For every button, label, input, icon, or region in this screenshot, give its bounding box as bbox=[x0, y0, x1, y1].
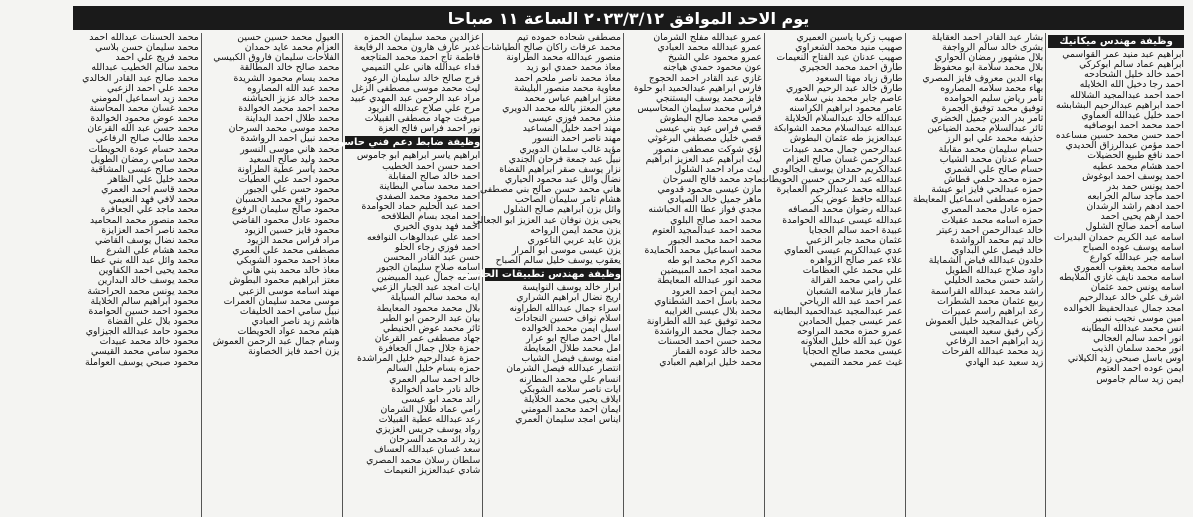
name-entry: حمزه عادل محمد المصري bbox=[941, 204, 1044, 216]
name-entry: محمد فريج علي احمد bbox=[115, 52, 199, 64]
section-title: وظيفة مهندس ميكانيك bbox=[1048, 35, 1184, 48]
name-entry: تامر رياض سليم الحوامده bbox=[944, 92, 1044, 104]
names-column bbox=[201, 33, 342, 517]
name-entry: راشد حسن محمد الخليلي bbox=[944, 275, 1044, 287]
name-entry: هاني محمد حسن صالح بني مصطفى bbox=[479, 184, 621, 196]
name-entry: عمر احمد عبد الله الرياحي bbox=[799, 295, 903, 307]
name-entry: نزار يوسف صقر ابراهيم القضاة bbox=[499, 163, 621, 175]
name-entry: بهاء الدين معروف فايز المصري bbox=[922, 72, 1044, 84]
name-entry: اسيل ايمن محمد الخوالده bbox=[521, 322, 621, 334]
name-entry: اسامه احمد صالح الشلول bbox=[1085, 221, 1184, 233]
name-entry: بشرى خالد سالم الرواجفة bbox=[942, 42, 1044, 54]
name-entry: احمد احمد عبدالمجيد الشلالله bbox=[1070, 89, 1184, 101]
name-entry: عمرو حمزه محمد المراوحه bbox=[797, 326, 903, 338]
name-entry: معتز ابراهيم محمود البطوش bbox=[229, 275, 340, 287]
name-entry: بيان عبد الرحمن ابو الطبر bbox=[380, 312, 481, 324]
name-entry: اسامه صلاح سليمان الجبور bbox=[376, 261, 481, 273]
name-entry: طارق زياد مهنا السعود bbox=[815, 72, 903, 84]
name-entry: احمد يوسف احمد ابوغوش bbox=[1082, 170, 1184, 182]
name-entry: محمد صالح عيسى المشاقبة bbox=[90, 163, 199, 175]
name-entry: مهند اسامه موسى الزعبي bbox=[238, 285, 340, 297]
name-entry: حمزه عبدالحي فايز ابو عيشة bbox=[931, 184, 1044, 196]
name-entry: معاذ محمد ناصر ملحم احمد bbox=[514, 72, 621, 84]
name-entry: احمد محمد سامي البطاينة bbox=[379, 180, 481, 192]
name-entry: امجد جمال عبدالحفيظ الخوالده bbox=[1063, 302, 1184, 314]
name-entry: عبدالله عبد الرحمن حسين الحويطات bbox=[760, 173, 903, 185]
name-entry: غدير عارف هارون محمد الرفايعة bbox=[353, 42, 481, 54]
name-entry: عون محمود حمدي هياجنه bbox=[663, 62, 762, 74]
name-entry: محمد احمد عبدالمجيد العتوم bbox=[652, 224, 762, 236]
name-entry: فراس محمد سليمان المحاسيس bbox=[637, 102, 762, 114]
name-entry: محمد حسن احمد الحسنات bbox=[657, 336, 762, 348]
name-entry: زكي رفيق سعيد العيسى bbox=[949, 326, 1044, 338]
name-entry: حمزه مصطفى اسماعيل المعايطة bbox=[912, 194, 1044, 206]
name-entry: محمد عرفات راكان صالح الطياشات bbox=[482, 42, 621, 54]
name-entry: مؤيد غالب سلمان الدويري bbox=[519, 143, 621, 155]
name-entry: محمد ماجد علي الجعافرة bbox=[100, 204, 199, 216]
name-entry: امنه يوسف فيصل الشياب bbox=[521, 353, 621, 365]
name-entry: يعقوب يوسف خليل سالم الصباح bbox=[495, 255, 621, 267]
name-entry: انسام علي محمد المطارنه bbox=[519, 373, 621, 385]
name-entry: محمد الحسنات عبدالله احمد bbox=[89, 32, 199, 43]
name-entry: احمد محمد احمد ابوصافيه bbox=[1083, 119, 1184, 131]
name-entry: عبدالكريم حمدان يوسف الجالودي bbox=[772, 163, 903, 175]
name-entry: اسراء جمال عبدالله الطراونه bbox=[509, 302, 621, 314]
name-entry: محمود احمد حسين الحوامدة bbox=[88, 305, 199, 317]
name-entry: محمود احمد علي العطيات bbox=[238, 173, 340, 185]
name-entry: فارس ابراهيم عبدالحميد ابو حلوة bbox=[633, 82, 762, 94]
name-entry: مصطفى محمد علي العمري bbox=[232, 244, 340, 256]
name-entry: عبدالعزيز طه عثمان البطوش bbox=[789, 133, 903, 145]
name-entry: محمد نبيل احمد الرواشدة bbox=[240, 133, 340, 145]
name-entry: ليث محمد موسى مصطفى الزغل bbox=[351, 82, 481, 94]
name-entry: ماجد محمد فالح السرحان bbox=[662, 173, 762, 185]
name-entry: اسامه يونس حمد عثمان bbox=[1090, 282, 1184, 294]
name-entry: عبيدة احمد سالم الحجايا bbox=[808, 224, 903, 236]
names-column bbox=[454, 32, 623, 517]
name-entry: يزن عايد عربي الناعوري bbox=[527, 234, 621, 246]
name-entry: راشد محمد عبدالله القراسمة bbox=[930, 285, 1044, 297]
name-entry: ليث مراد احمد الشلول bbox=[674, 163, 762, 175]
name-entry: عبدالرحمن جمال محمد عبيدات bbox=[782, 143, 903, 155]
name-entry: احمد عبد الحليم حماد الحوامدة bbox=[361, 201, 481, 213]
name-entry: امين موسى نجيب نصير bbox=[1093, 312, 1184, 324]
name-entry: محمد هشام علي الشرع bbox=[106, 244, 199, 256]
name-entry: عدي عبدالكريم عيسى العماوي bbox=[783, 244, 903, 256]
name-entry: احمد محمود محمد الصفدي bbox=[375, 190, 481, 202]
name-entry: معاوية محمد منصور البليشة bbox=[514, 82, 621, 94]
name-entry: محمد طلال احمد البداينة bbox=[245, 113, 340, 125]
name-entry: العزام محمد عايد حمدان bbox=[244, 42, 340, 54]
name-entry: خالد نادر حامد الخوالدة bbox=[391, 383, 481, 395]
name-entry: اسامه محمد نايف غازي الملايطه bbox=[1059, 272, 1184, 284]
name-entry: ايمن زيد سالم جاموس bbox=[1096, 373, 1184, 385]
name-entry: محمد غسان محمد المحاسنة bbox=[89, 102, 199, 114]
name-entry: اسامه عبد الكريم حمدان البديرات bbox=[1053, 231, 1184, 243]
name-entry: حمزه اسامه محمد عقيلات bbox=[941, 214, 1044, 226]
name-entry: هشام ثامر سليمان الصاحب bbox=[514, 194, 621, 206]
name-entry: محمد سليمان حسن بلاسي bbox=[95, 42, 199, 54]
name-entry: حمزة عبدالرحيم خليل المراشدة bbox=[357, 353, 481, 365]
name-entry: بلال مشهور رمضان الحواري bbox=[934, 52, 1044, 64]
name-entry: سلطان رسلان محمد المصري bbox=[366, 454, 481, 466]
name-entry: نور احمد فراس فالح العزة bbox=[378, 123, 481, 135]
name-entry: عبدالله خالد عبدالسلام الخلايلة bbox=[784, 113, 903, 125]
name-entry: محمد ايمن احمد العرود bbox=[671, 285, 762, 297]
name-entry: وسام جمال عبد الرحمن العموش bbox=[212, 336, 340, 348]
name-entry: عمرو عبدالله محمد العبادي bbox=[657, 42, 762, 54]
names-column bbox=[1045, 33, 1186, 517]
name-entry: يزن عيسى موسى ابو المرار bbox=[511, 244, 621, 256]
name-entry: احمد خليل عبدالله العماوي bbox=[1081, 109, 1184, 121]
name-entry: رعد ابراهيم راسم عميرات bbox=[941, 305, 1044, 317]
name-entry: انور محمد سلمان الذيب bbox=[1091, 343, 1184, 355]
name-entry: خالد فيصل علي البداوي bbox=[951, 244, 1044, 256]
name-entry: محمد صالح عبد القادر الخالدي bbox=[82, 72, 199, 84]
name-entry: حمزه محمد حلمي قطاش bbox=[943, 173, 1044, 185]
name-entry: علي محمد علي العظامات bbox=[802, 265, 903, 277]
name-entry: ايناس امجد سليمان العمري bbox=[515, 414, 621, 426]
name-entry: علاء عمر صالح الزواهره bbox=[810, 255, 903, 267]
name-entry: رائد محمد ابو عيسى bbox=[401, 393, 481, 405]
name-entry: احمد نافع طبيع الحضيلات bbox=[1087, 150, 1184, 162]
name-entry: احمد ابراهيم عبدالرحيم البشابشه bbox=[1056, 99, 1184, 111]
name-entry: معاذ خالد محمد بني هاني bbox=[242, 265, 340, 277]
name-entry: حذيفه محمد علي ابو الرز bbox=[945, 133, 1044, 145]
name-entry: حمزة جلال جمال الجعافرة bbox=[378, 343, 481, 355]
name-entry: محمد منصور محمد المحاميد bbox=[89, 214, 199, 226]
name-entry: محمود بلال علي القضاة bbox=[107, 315, 199, 327]
name-entry: بشار عبد القادر احمد العقايلة bbox=[931, 32, 1044, 43]
name-entry: محمد بسام محمود الشريدة bbox=[233, 72, 340, 84]
name-entry: زيد رائد محمد السرحان bbox=[389, 434, 481, 446]
name-entry: محمود سامي محمد القيسي bbox=[91, 346, 199, 358]
name-entry: الفلاحات سليمان فاروق الكبيسي bbox=[213, 52, 340, 64]
name-entry: خالد احمد سالم العمري bbox=[389, 373, 481, 385]
name-entry: ليث ابراهيم عبد العزيز ابراهيم bbox=[645, 153, 762, 165]
name-entry: احمد خالد صالح المقابلة bbox=[387, 170, 481, 182]
name-entry: محمد اسماعيل محمد الحمايدة bbox=[644, 244, 762, 256]
name-entry: فرح صالح خالد سليمان الرعود bbox=[363, 72, 481, 84]
names-column bbox=[760, 32, 905, 517]
name-entry: انتصار عبدالله فيصل الشرمان bbox=[506, 363, 621, 375]
name-entry: مجدي فواز عطا الله الحباشنه bbox=[648, 204, 762, 216]
name-entry: نبيل عبد جمعة فرحان الجندي bbox=[508, 153, 621, 165]
name-entry: ميرفت جهاد مصطفى القبيلات bbox=[364, 113, 481, 125]
name-entry: محمد توفيق عبد الله الطراونة bbox=[646, 315, 762, 327]
name-entry: عبدالله عيسى عبدالله الحوامدة bbox=[782, 214, 903, 226]
name-entry: محمد صالح خالد المطالقة bbox=[239, 62, 340, 74]
name-entry: محمد احمد صالح البلوي bbox=[670, 214, 762, 226]
name-entry: محمود رافع محمد الحسبان bbox=[235, 194, 340, 206]
section-title: وظيفة ضابط دعم فني حاسوب bbox=[327, 137, 481, 149]
name-entry: صهيب عدنان عبد الفتاح النعيمات bbox=[776, 52, 903, 64]
name-entry: محمود خالد محمد عبيدات bbox=[99, 336, 199, 348]
name-entry: مهند ناصر احمد النسور bbox=[532, 133, 621, 145]
name-entry: بلال محمد محمود المعايطة bbox=[376, 302, 481, 314]
name-entry: احمد ادهم راشد الرشدان bbox=[1086, 201, 1184, 213]
name-entry: ايه محمد سالم السبايلة bbox=[390, 292, 481, 304]
name-entry: عبدالله رضوان محمد المصافه bbox=[787, 204, 903, 216]
name-entry: محمد لافي فهد النعيمي bbox=[108, 194, 199, 206]
name-entry: قصي فراس عيد بني عيسى bbox=[655, 123, 762, 135]
name-entry: محمد باسل احمد الشطناوي bbox=[654, 295, 762, 307]
name-entry: فاطمة تاج احمد محمد المتاجعه bbox=[360, 52, 481, 64]
name-entry: زيد محمد عبدالله الفرحات bbox=[941, 346, 1044, 358]
name-entry: محمد وائل عبد الله بني عطا bbox=[90, 255, 199, 267]
name-entry: عمر عيسى جميل الحمادين bbox=[798, 315, 903, 327]
section-title: وظيفة مهندس تطبيقات الحاسوب bbox=[454, 269, 621, 281]
name-entry: محمد سامي رمضان الطويل bbox=[90, 153, 199, 165]
name-entry: محمد احمد محمد الجبور bbox=[668, 234, 762, 246]
name-entry: ايمان احمد محمد المومني bbox=[520, 403, 621, 415]
name-entry: محمد ياسر عطية الطراونة bbox=[237, 163, 340, 175]
name-entry: توفيق محمد توفيق الجمرة bbox=[941, 102, 1044, 114]
name-entry: محمد نضال يوسف القاضي bbox=[95, 234, 199, 246]
name-entry: يحيى يزن نوفان عبد العزيز ابو الجعالي bbox=[472, 214, 621, 226]
name-entry: محمد امجد احمد المبيضين bbox=[660, 265, 762, 277]
name-entry: حسام صالح علي الشمري bbox=[944, 163, 1044, 175]
name-entry: ثائر عبدالسلام محمد الضياعين bbox=[927, 123, 1044, 135]
name-entry: محمود حامد عبدالله الجيزاوي bbox=[85, 326, 199, 338]
name-entry: عزالدين محمد سليمان الحمزه bbox=[364, 32, 481, 43]
name-entry: ايات ناصر سلامه الشوبكي bbox=[519, 383, 621, 395]
name-entry: محمد موسى محمد السرحان bbox=[228, 123, 340, 135]
name-entry: ابراهيم عبد منيد عمر القواسمي bbox=[1062, 49, 1184, 60]
name-entry: محمد علي احمد الزعبي bbox=[107, 82, 199, 94]
name-entry: عبدالرحمن غسان صالح العزام bbox=[785, 153, 903, 165]
name-entry: معتز ابراهيم عباس محمد bbox=[524, 92, 621, 104]
name-entry: عمر عبدالمجيد عبدالحميد البطاينه bbox=[773, 305, 903, 317]
name-entry: محمد خليل علي الظاهر bbox=[107, 173, 199, 185]
name-entry: قصي محمد صالح البطوش bbox=[659, 113, 762, 125]
name-entry: خالد تيم محمد الرواشدة bbox=[950, 234, 1044, 246]
name-entry: احمد فوزي رجاء الحلو bbox=[395, 241, 481, 253]
name-entry: موسى محمد سليمان العمرات bbox=[223, 295, 340, 307]
name-entry: شادي عبدالعزيز النعيمات bbox=[383, 464, 481, 476]
name-entry: محمد قاسم احمد العمري bbox=[101, 184, 199, 196]
name-entry: محمد خالد عوده القماز bbox=[673, 346, 762, 358]
name-entry: ابراهيم ياسر ابراهيم ابو جاموس bbox=[356, 150, 481, 162]
name-entry: يزن احمد فايز الخصاونة bbox=[248, 346, 340, 358]
name-entry: جهاد مصطفى عمر القرعان bbox=[374, 332, 481, 344]
name-entry: محمد ناصر احمد العزايزة bbox=[101, 224, 199, 236]
name-entry: محمد خليل ابراهيم العبادي bbox=[659, 356, 762, 368]
name-entry: محمود فايز حسين الزيود bbox=[244, 224, 340, 236]
name-entry: ابرار خالد يوسف النوايسة bbox=[522, 282, 621, 294]
name-entry: احمد رجا دخيل الله الخلايله bbox=[1079, 79, 1184, 91]
name-entry: اسامه جمال عبيد المبيضين bbox=[377, 272, 481, 284]
name-entry: مراد عبد الرحمن عبد المهدي عبيد bbox=[350, 92, 481, 104]
name-entry: طارق احمد محمد الحجيري bbox=[799, 62, 903, 74]
name-entry: منصور عبدالله محمد الطراونة bbox=[506, 52, 621, 64]
name-entry: العيول محمد حسين حسين bbox=[237, 32, 340, 43]
name-entry: اسلام نواف حسين النجادات bbox=[514, 312, 621, 324]
name-entry: عبدالله عبدالسلام محمد الشوابكة bbox=[773, 123, 903, 135]
name-entry: محمد احمد محمد الخوالدة bbox=[238, 102, 340, 114]
name-entry: بهاء محمد سلامه المصاروه bbox=[940, 82, 1044, 94]
name-entry: معاذ محمد حمدي ابو زيد bbox=[526, 62, 621, 74]
name-entry: محمد عوض محمود الخوالدة bbox=[90, 113, 199, 125]
name-entry: هاشم زيد ناصر العبادي bbox=[251, 315, 340, 327]
name-entry: يزن محمد ايمن الرواحه bbox=[530, 224, 621, 236]
name-entry: داود صلاح عبدالله الطويل bbox=[945, 265, 1044, 277]
name-entry: مرح علي صلاح عبدالله الزيود bbox=[367, 102, 481, 114]
name-entry: نبيل سامي احمد الخليفات bbox=[239, 305, 340, 317]
name-entry: عمار فايز سلامه الشعبان bbox=[806, 285, 903, 297]
name-entry: محمد حسن عبد الله القرعان bbox=[87, 123, 199, 135]
name-entry: محمد بلال عيسى الغرايبه bbox=[664, 305, 762, 317]
name-entry: عمرو محمود علي الشيخ bbox=[668, 52, 762, 64]
name-entry: مازن عيسى محمود قدومي bbox=[657, 184, 762, 196]
name-entry: اسامه جبر عبدالله كوارع bbox=[1089, 251, 1184, 263]
name-entry: محمد حسام عودة الحويطات bbox=[88, 143, 199, 155]
name-entry: ايات امجد عبد الجبار الزعبي bbox=[371, 282, 481, 294]
name-entry: عثمان محمد جابر الزعبي bbox=[806, 234, 903, 246]
name-entry: محمد يحيى احمد الكفاوين bbox=[98, 265, 199, 277]
name-entry: ابراهيم عماد سالم ابوكركي bbox=[1079, 59, 1184, 71]
name-entry: لؤي شوكت مصطفى منصور bbox=[653, 143, 762, 155]
name-entry: عبدالله محمد عبدالرحيم العمايرة bbox=[776, 184, 903, 196]
name-entry: حسام عدنان محمد الشياب bbox=[939, 153, 1044, 165]
name-entry: مراد فراس محمد الزيود bbox=[246, 234, 340, 246]
name-entry: زيد سعيد عبد الهادي bbox=[965, 356, 1044, 368]
name-entry: محمود ابراهيم سالم الخلايلة bbox=[90, 295, 199, 307]
name-entry: عاصم جابر محمد بني سلامه bbox=[794, 92, 903, 104]
name-entry: رياض عبدالمجيد خليل العموش bbox=[925, 315, 1044, 327]
name-entry: وائل بزن ابراهيم صالح الشلول bbox=[503, 204, 621, 216]
name-entry: حمزه بسام خليل السالم bbox=[386, 363, 481, 375]
name-entry: هيثم محمد عواد الحويطات bbox=[237, 326, 340, 338]
name-entry: فداء عبدالله هاني علي التميمي bbox=[361, 62, 481, 74]
name-entry: محمد يوسف خالد البدارين bbox=[97, 275, 199, 287]
name-entry: محمد سالم الخطيب عبدالله bbox=[91, 62, 199, 74]
name-entry: معاذ احمد محمود الشوبكي bbox=[236, 255, 340, 267]
name-entry: رواد يوسف جريس العزيزي bbox=[375, 424, 481, 436]
name-entry: احمد حسن محمد حسين مساعده bbox=[1055, 130, 1184, 142]
name-entry: محمد انور عبدالله المعايطة bbox=[657, 275, 762, 287]
name-entry: محمود صالح سليمان الرفوع bbox=[231, 204, 340, 216]
name-entry: محمد وليد صالح السعيد bbox=[248, 153, 340, 165]
name-entry: احمد مؤمن عبدالرزاق الحديدي bbox=[1065, 140, 1184, 152]
name-entry: حسام سليمان محمد مقابلة bbox=[938, 143, 1044, 155]
name-entry: احمد حسن احمد الخطيب bbox=[382, 160, 481, 172]
name-entry: رامي عماد طلال الشرمان bbox=[380, 403, 481, 415]
name-entry: انور احمد سالم العجالي bbox=[1093, 332, 1184, 344]
names-column bbox=[623, 33, 764, 517]
name-entry: مهند احمد خليل المساعيد bbox=[522, 123, 621, 135]
name-entry: محمود صبحي يوسف العواملة bbox=[85, 356, 199, 368]
name-entry: عمرو عبدالله مفلح الشرمان bbox=[653, 32, 762, 43]
name-entry: حسن عبد القادر المحسن bbox=[383, 251, 481, 263]
name-entry: محمد جمال محمد الرواشدة bbox=[654, 326, 762, 338]
name-entry: غيث عمر محمد التميمي bbox=[810, 356, 903, 368]
name-entry: ربيع عثمان محمد الشطرات bbox=[937, 295, 1044, 307]
name-entry: طارق خالد عبد الرحيم الحوري bbox=[785, 82, 903, 94]
name-entry: احمد فهد بدوي الخيري bbox=[393, 221, 481, 233]
name-entry: بلال محمد سلامة ابو محفوظ bbox=[932, 62, 1044, 74]
name-entry: محمد يونس محمد الحراحشة bbox=[87, 285, 199, 297]
name-entry: اسامه محمد يعقوب العموري bbox=[1073, 261, 1184, 273]
name-entry: ايمن عوده احمد العتوم bbox=[1096, 363, 1184, 375]
name-entry: محمد خالد عزيز الحباشنه bbox=[242, 92, 340, 104]
name-entry: خلدون عبدالله فياض الشمايلة bbox=[928, 255, 1044, 267]
date-header-bar bbox=[73, 6, 1184, 30]
name-entry: محمود عادل محمود القاضي bbox=[232, 214, 340, 226]
name-entry: احمد خالد خليل الشحادحه bbox=[1084, 69, 1184, 81]
name-entry: امل محمد طلال المعايطة bbox=[523, 343, 621, 355]
name-entry: قصي خليل مصطفى البرغوثي bbox=[647, 133, 762, 145]
name-entry: رعد عبدالله عطية القبيلات bbox=[378, 414, 481, 426]
name-entry: اريج نضال ابراهيم الشراري bbox=[516, 292, 621, 304]
date-header-text: يوم الاحد الموافق ٢٠٢٣/٣/١٢ الساعة ١١ صباحا bbox=[447, 8, 810, 28]
names-columns bbox=[60, 33, 1186, 517]
name-entry: احمد ارهم يحيى احمد bbox=[1100, 211, 1184, 223]
name-entry: منذر محمد فوزي عيسى bbox=[528, 113, 621, 125]
name-entry: انس محمد عبدالله البطاينه bbox=[1081, 322, 1184, 334]
name-entry: احمد علي عبدالوهاب النوافعه bbox=[366, 231, 481, 243]
name-entry: احمد يونس حمد بدر bbox=[1106, 180, 1184, 192]
name-entry: صهيب منيد محمد الشعراوي bbox=[795, 42, 903, 54]
name-entry: معن المعتز بالله محمد الدويري bbox=[502, 102, 621, 114]
name-entry: ايلاف يحيى محمد الخلايلة bbox=[523, 393, 621, 405]
name-entry: عبدالله حافظ عوض بكر bbox=[810, 194, 903, 206]
name-entry: سعد غسان عبدالله العساف bbox=[374, 444, 481, 456]
name-entry: زيد ابراهيم احمد الرفاعي bbox=[945, 336, 1044, 348]
name-entry: فايز محمد يوسف البستنجي bbox=[655, 92, 762, 104]
name-entry: احمد هشام محمد عطيه bbox=[1092, 160, 1184, 172]
name-entry: اشرف علي خالد عبدالرحيم bbox=[1078, 292, 1184, 304]
name-entry: اسامه يوسف عوده الصباح bbox=[1082, 241, 1184, 253]
name-entry: نضال وائل عبد محمود الحياري bbox=[504, 173, 621, 185]
name-entry: صهيب زكريا ياسين العميري bbox=[796, 32, 903, 43]
name-entry: امال احمد صالح ابو عرار bbox=[526, 332, 621, 344]
name-entry: محمد عبد الله المصاروه bbox=[247, 82, 340, 94]
name-entry: محمد هاني موسى النسور bbox=[240, 143, 340, 155]
name-entry: عامر محمود ابراهيم الكراسنه bbox=[789, 102, 903, 114]
name-entry: غازي عبد القادر احمد الحجوج bbox=[648, 72, 762, 84]
name-entry: مصطفى شحاده حموده تيم bbox=[516, 32, 621, 43]
name-entry: علي رامي محمد القرالة bbox=[810, 275, 903, 287]
name-entry: احمد امجد بسام الطلافحه bbox=[380, 211, 481, 223]
name-entry: عيسى محمد صالح الحجايا bbox=[802, 346, 903, 358]
name-entry: محمد طالب صالح الرفاعي bbox=[95, 133, 199, 145]
name-entry: ثامر بدر الدين جميل الخضري bbox=[931, 113, 1044, 125]
name-entry: احمد ماجد سالم الجرابعه bbox=[1087, 190, 1184, 202]
name-entry: اوس باسل صبحي زيد الكيلاني bbox=[1067, 353, 1184, 365]
names-column bbox=[905, 33, 1046, 517]
name-entry: ماهر جميل خالد الصيادي bbox=[667, 194, 762, 206]
name-entry: محمود حسن علي الجبور bbox=[244, 184, 340, 196]
name-entry: ثائر محمد عوض الحنيطي bbox=[383, 322, 481, 334]
name-entry: خالد عبدالرحمن احمد زعيتر bbox=[936, 224, 1044, 236]
name-entry: محمد اكرم محمد ابو طه bbox=[667, 255, 762, 267]
name-entry: محمد زيد اسماعيل المومني bbox=[91, 92, 199, 104]
name-entry: عون عبد الله خليل العلاونه bbox=[800, 336, 903, 348]
names-column bbox=[60, 33, 201, 517]
